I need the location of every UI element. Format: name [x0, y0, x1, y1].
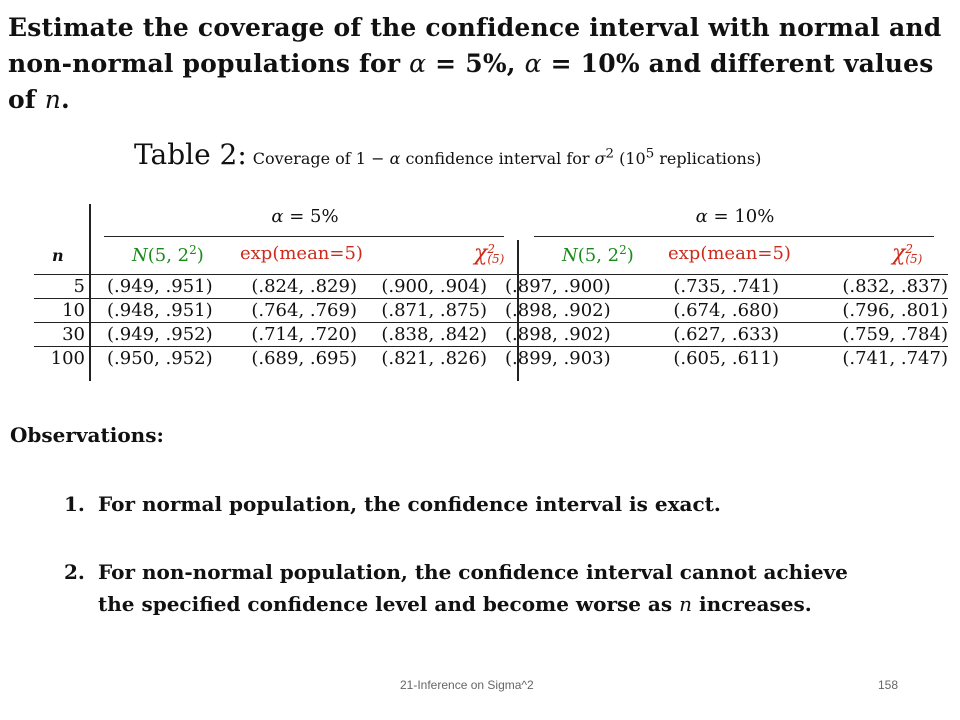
table-label: Table 2:: [134, 138, 247, 171]
page-number: 158: [878, 678, 899, 692]
n-symbol: n: [44, 85, 62, 114]
column-header-normal-10: N(5, $2^2$): [562, 243, 634, 266]
alpha-symbol: α: [524, 49, 542, 78]
observation-item-2: 2. For non-normal population, the confidence interval cannot achieve the specified confidence level and become worse as n increases.: [64, 560, 848, 616]
column-header-exp-10: exp(mean=5): [668, 243, 791, 264]
group-header-alpha-5: α = 5%: [271, 206, 339, 227]
group-underline-5: [104, 236, 504, 237]
alpha-symbol: α: [409, 49, 427, 78]
column-header-chi-5: χ 2 (5): [474, 241, 505, 266]
caption-text: Coverage of 1 − α confidence interval for $\sigma^2$ ($10^5$ replications): [252, 146, 762, 168]
group-underline-10: [534, 236, 934, 237]
observations-title: Observations:: [10, 423, 164, 447]
coverage-table: [34, 275, 948, 370]
observation-item-1: 1. For normal population, the confidence interval is exact.: [64, 492, 721, 516]
heading-alpha-10: = 10% and different values of: [8, 49, 934, 114]
footer-title: 21-Inference on Sigma^2: [400, 678, 534, 692]
heading-alpha-5: = 5%,: [426, 49, 525, 78]
table-row: 10 (.948, .951) (.764, .769) (.871, .875) (.898, .902) (.674, .680) (.796, .801): [34, 299, 948, 323]
column-header-normal-5: N(5, $2^2$): [132, 243, 204, 266]
slide-heading: [8, 10, 958, 118]
table-row: 30 (.949, .952) (.714, .720) (.838, .842) (.898, .902) (.627, .633) (.759, .784): [34, 323, 948, 347]
table-caption: [134, 138, 761, 171]
heading-text: Estimate the coverage of the confidence interval with normal and non-normal populations for: [8, 13, 942, 78]
column-header-n: n: [52, 246, 64, 265]
column-header-exp-5: exp(mean=5): [240, 243, 363, 264]
column-header-chi-10: χ 2 (5): [892, 241, 923, 266]
group-header-alpha-10: α = 10%: [695, 206, 775, 227]
heading-period: .: [61, 85, 70, 114]
table-row: 5 (.949, .951) (.824, .829) (.900, .904) (.897, .900) (.735, .741) (.832, .837): [34, 275, 948, 299]
table-row: 100 (.950, .952) (.689, .695) (.821, .826) (.899, .903) (.605, .611) (.741, .747): [50, 348, 948, 369]
